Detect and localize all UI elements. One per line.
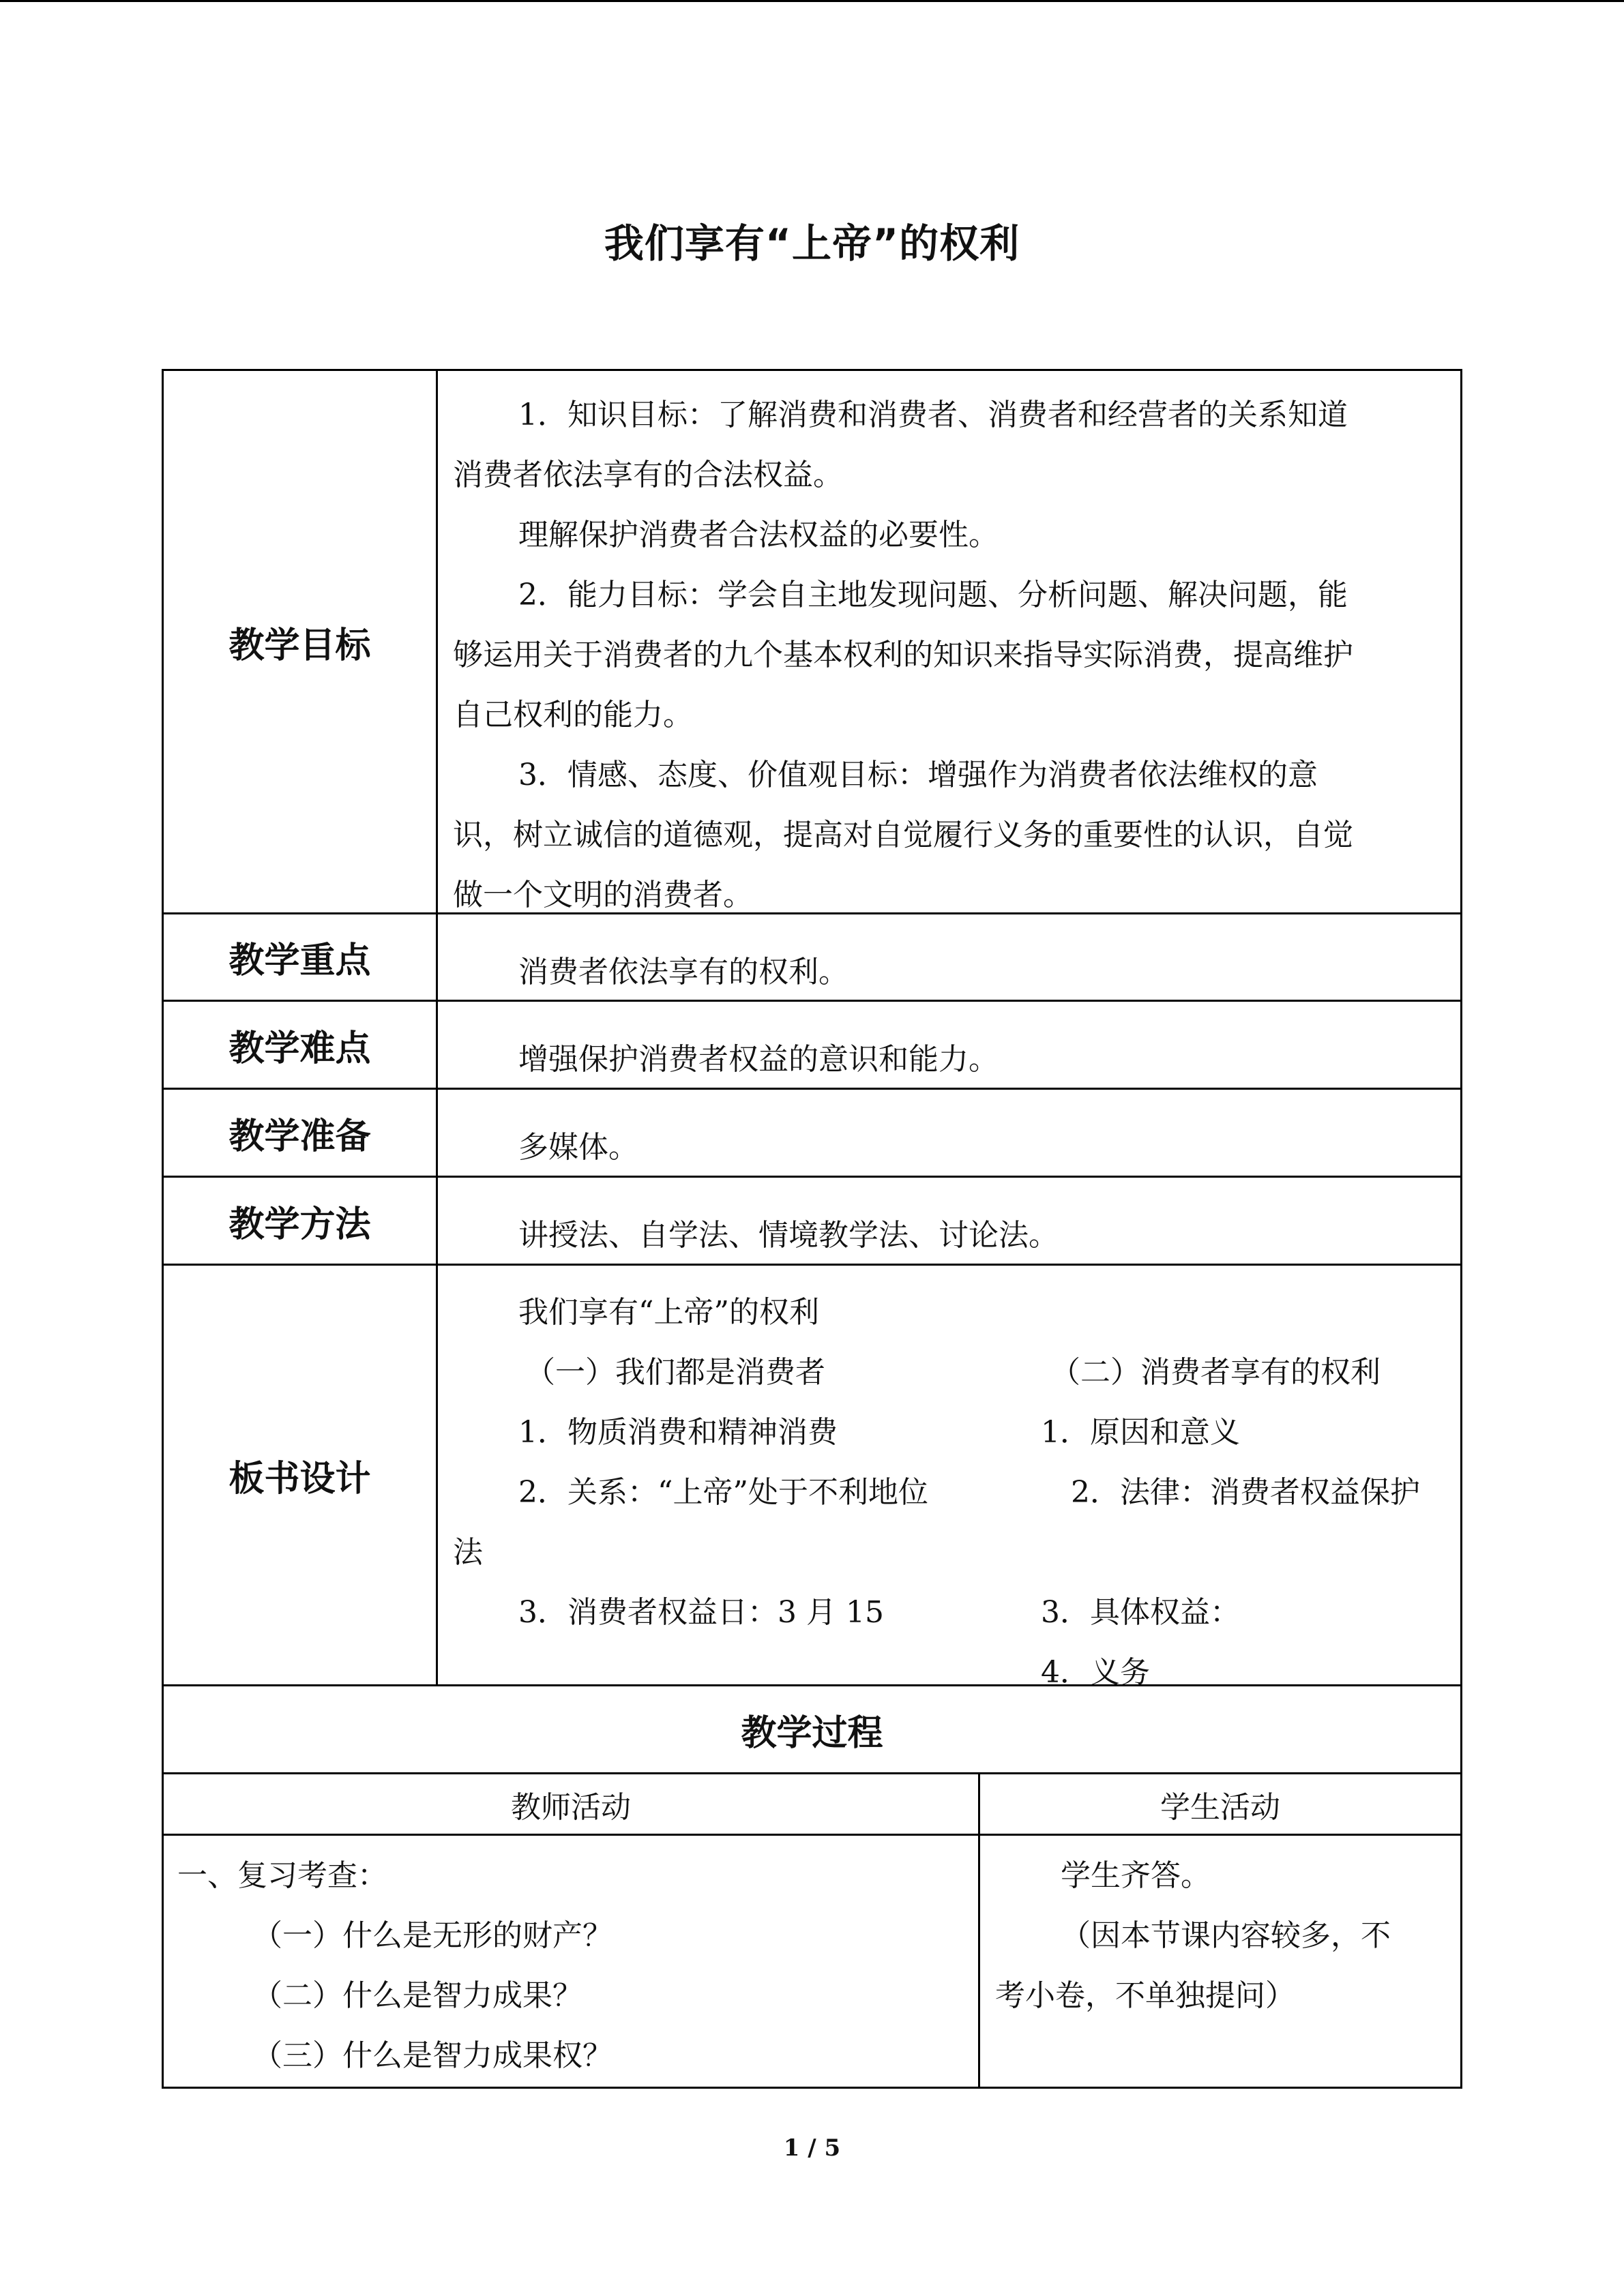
board-right-item: 1．原因和意义: [1041, 1415, 1240, 1450]
methods-text: 讲授法、自学法、情境教学法、讨论法。: [518, 1218, 1059, 1253]
preparation-text: 多媒体。: [518, 1130, 638, 1165]
goals-line: 做一个文明的消费者。: [453, 878, 753, 912]
board-left-title: （一）我们都是消费者: [525, 1355, 825, 1390]
teacher-activity-cell: [162, 1834, 978, 2089]
goals-content: [436, 369, 1462, 912]
goals-line: 2．能力目标：学会自主地发现问题、分析问题、解决问题，能: [518, 578, 1348, 612]
board-right-item: 2．法律：消费者权益保护: [1071, 1475, 1420, 1510]
teacher-activity-header: 教师活动: [162, 1772, 978, 1834]
goals-line: 自己权利的能力。: [453, 698, 693, 732]
teacher-activity-line: 一、复习考查：: [177, 1858, 387, 1893]
board-heading: 我们享有“上帝”的权利: [518, 1295, 819, 1330]
student-activity-cell: [978, 1834, 1462, 2089]
goals-line: 3．情感、态度、价值观目标：增强作为消费者依法维权的意: [518, 758, 1318, 792]
key-points-label: 教学重点: [162, 912, 436, 1000]
teacher-activity-line: （二）什么是智力成果？: [252, 1978, 582, 2013]
difficulties-content: [436, 1000, 1462, 1088]
preparation-content: [436, 1088, 1462, 1176]
board-right-item: 3．具体权益：: [1041, 1595, 1240, 1630]
methods-content: [436, 1176, 1462, 1264]
difficulties-text: 增强保护消费者权益的意识和能力。: [518, 1042, 999, 1077]
board-left-item: 1．物质消费和精神消费: [518, 1415, 838, 1450]
student-activity-header: 学生活动: [978, 1772, 1462, 1834]
student-activity-line: 学生齐答。: [1061, 1858, 1211, 1893]
methods-label: 教学方法: [162, 1176, 436, 1264]
student-activity-line: （因本节课内容较多，不: [1061, 1918, 1391, 1953]
difficulties-label: 教学难点: [162, 1000, 436, 1088]
process-title: 教学过程: [162, 1684, 1462, 1772]
goals-line: 消费者依法享有的合法权益。: [453, 458, 843, 492]
board-right-title: （二）消费者享有的权利: [1050, 1355, 1381, 1390]
goals-line: 理解保护消费者合法权益的必要性。: [518, 518, 999, 552]
board-content: [436, 1264, 1462, 1690]
goals-line: 1．知识目标：了解消费和消费者、消费者和经营者的关系知道: [518, 398, 1348, 432]
board-label: 板书设计: [162, 1264, 436, 1684]
board-wrap-text: 法: [453, 1535, 483, 1570]
page-number: 1 / 5: [783, 2134, 841, 2162]
page-top-rule: [0, 0, 1624, 2]
preparation-label: 教学准备: [162, 1088, 436, 1176]
board-right-item: 4．义务: [1041, 1655, 1150, 1690]
student-activity-line: 考小卷，不单独提问）: [995, 1978, 1295, 2013]
key-points-text: 消费者依法享有的权利。: [518, 955, 848, 989]
key-points-content: [436, 912, 1462, 1000]
goals-line: 够运用关于消费者的九个基本权利的知识来指导实际消费，提高维护: [453, 638, 1353, 672]
teacher-activity-line: （一）什么是无形的财产？: [252, 1918, 612, 1953]
board-left-item: 2．关系：“上帝”处于不利地位: [518, 1475, 928, 1510]
goals-line: 识，树立诚信的道德观，提高对自觉履行义务的重要性的认识，自觉: [453, 818, 1353, 852]
board-left-item: 3．消费者权益日：3 月 15: [518, 1595, 884, 1630]
document-title: 我们享有“上帝”的权利: [604, 220, 1020, 267]
teacher-activity-line: （三）什么是智力成果权？: [252, 2038, 612, 2073]
goals-label: 教学目标: [162, 369, 436, 912]
